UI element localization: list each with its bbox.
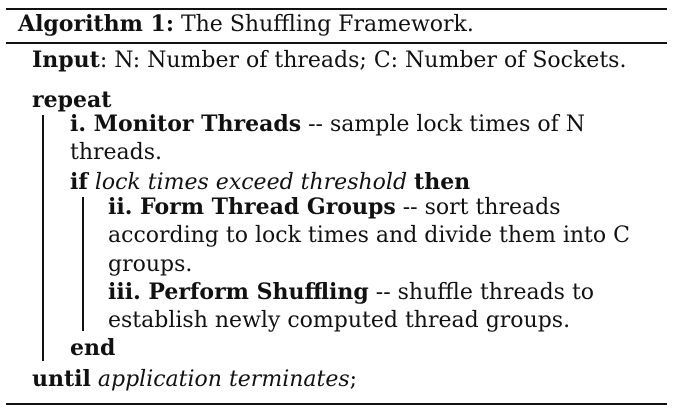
step3-line1 [108, 279, 594, 306]
algorithm-label: Algorithm 1: [18, 11, 174, 37]
caption-rule [6, 42, 667, 44]
step2-name: ii. Form Thread Groups [108, 194, 396, 220]
if-keyword: if [70, 169, 88, 195]
step3-desc-line1: -- shuffle threads to [368, 280, 595, 305]
algorithm-title: The Shuffling Framework. [180, 12, 474, 37]
end-keyword: end [70, 335, 116, 361]
step1-desc-line1: -- sample lock times of N [301, 112, 585, 137]
repeat-block-bar [42, 115, 44, 361]
input-text: : N: Number of threads; C: Number of Sockets. [99, 48, 627, 73]
top-rule [6, 8, 667, 10]
until-line [32, 366, 357, 393]
if-line [70, 169, 470, 196]
then-keyword: then [414, 169, 471, 195]
step2-desc-line2: according to lock times and divide them into C [108, 223, 630, 248]
step3-desc-line2: establish newly computed thread groups. [108, 308, 571, 333]
repeat-keyword: repeat [32, 87, 112, 113]
step3-name: iii. Perform Shuffling [108, 279, 369, 305]
step2-desc-line1: -- sort threads [395, 195, 561, 220]
until-terminator: ; [349, 367, 358, 392]
if-block-bar [82, 197, 84, 331]
algorithm-caption [18, 11, 474, 38]
step2-line1 [108, 194, 561, 221]
until-condition: application terminates [97, 367, 350, 392]
input-keyword: Input [32, 47, 100, 73]
step1-name: i. Monitor Threads [70, 111, 302, 137]
until-keyword: until [32, 366, 91, 392]
step2-desc-line3: groups. [108, 252, 193, 277]
input-line [32, 47, 626, 74]
step1-line1 [70, 111, 585, 138]
step1-desc-line2: threads. [70, 140, 163, 165]
bottom-rule [6, 403, 667, 405]
if-condition: lock times exceed threshold [94, 170, 408, 195]
